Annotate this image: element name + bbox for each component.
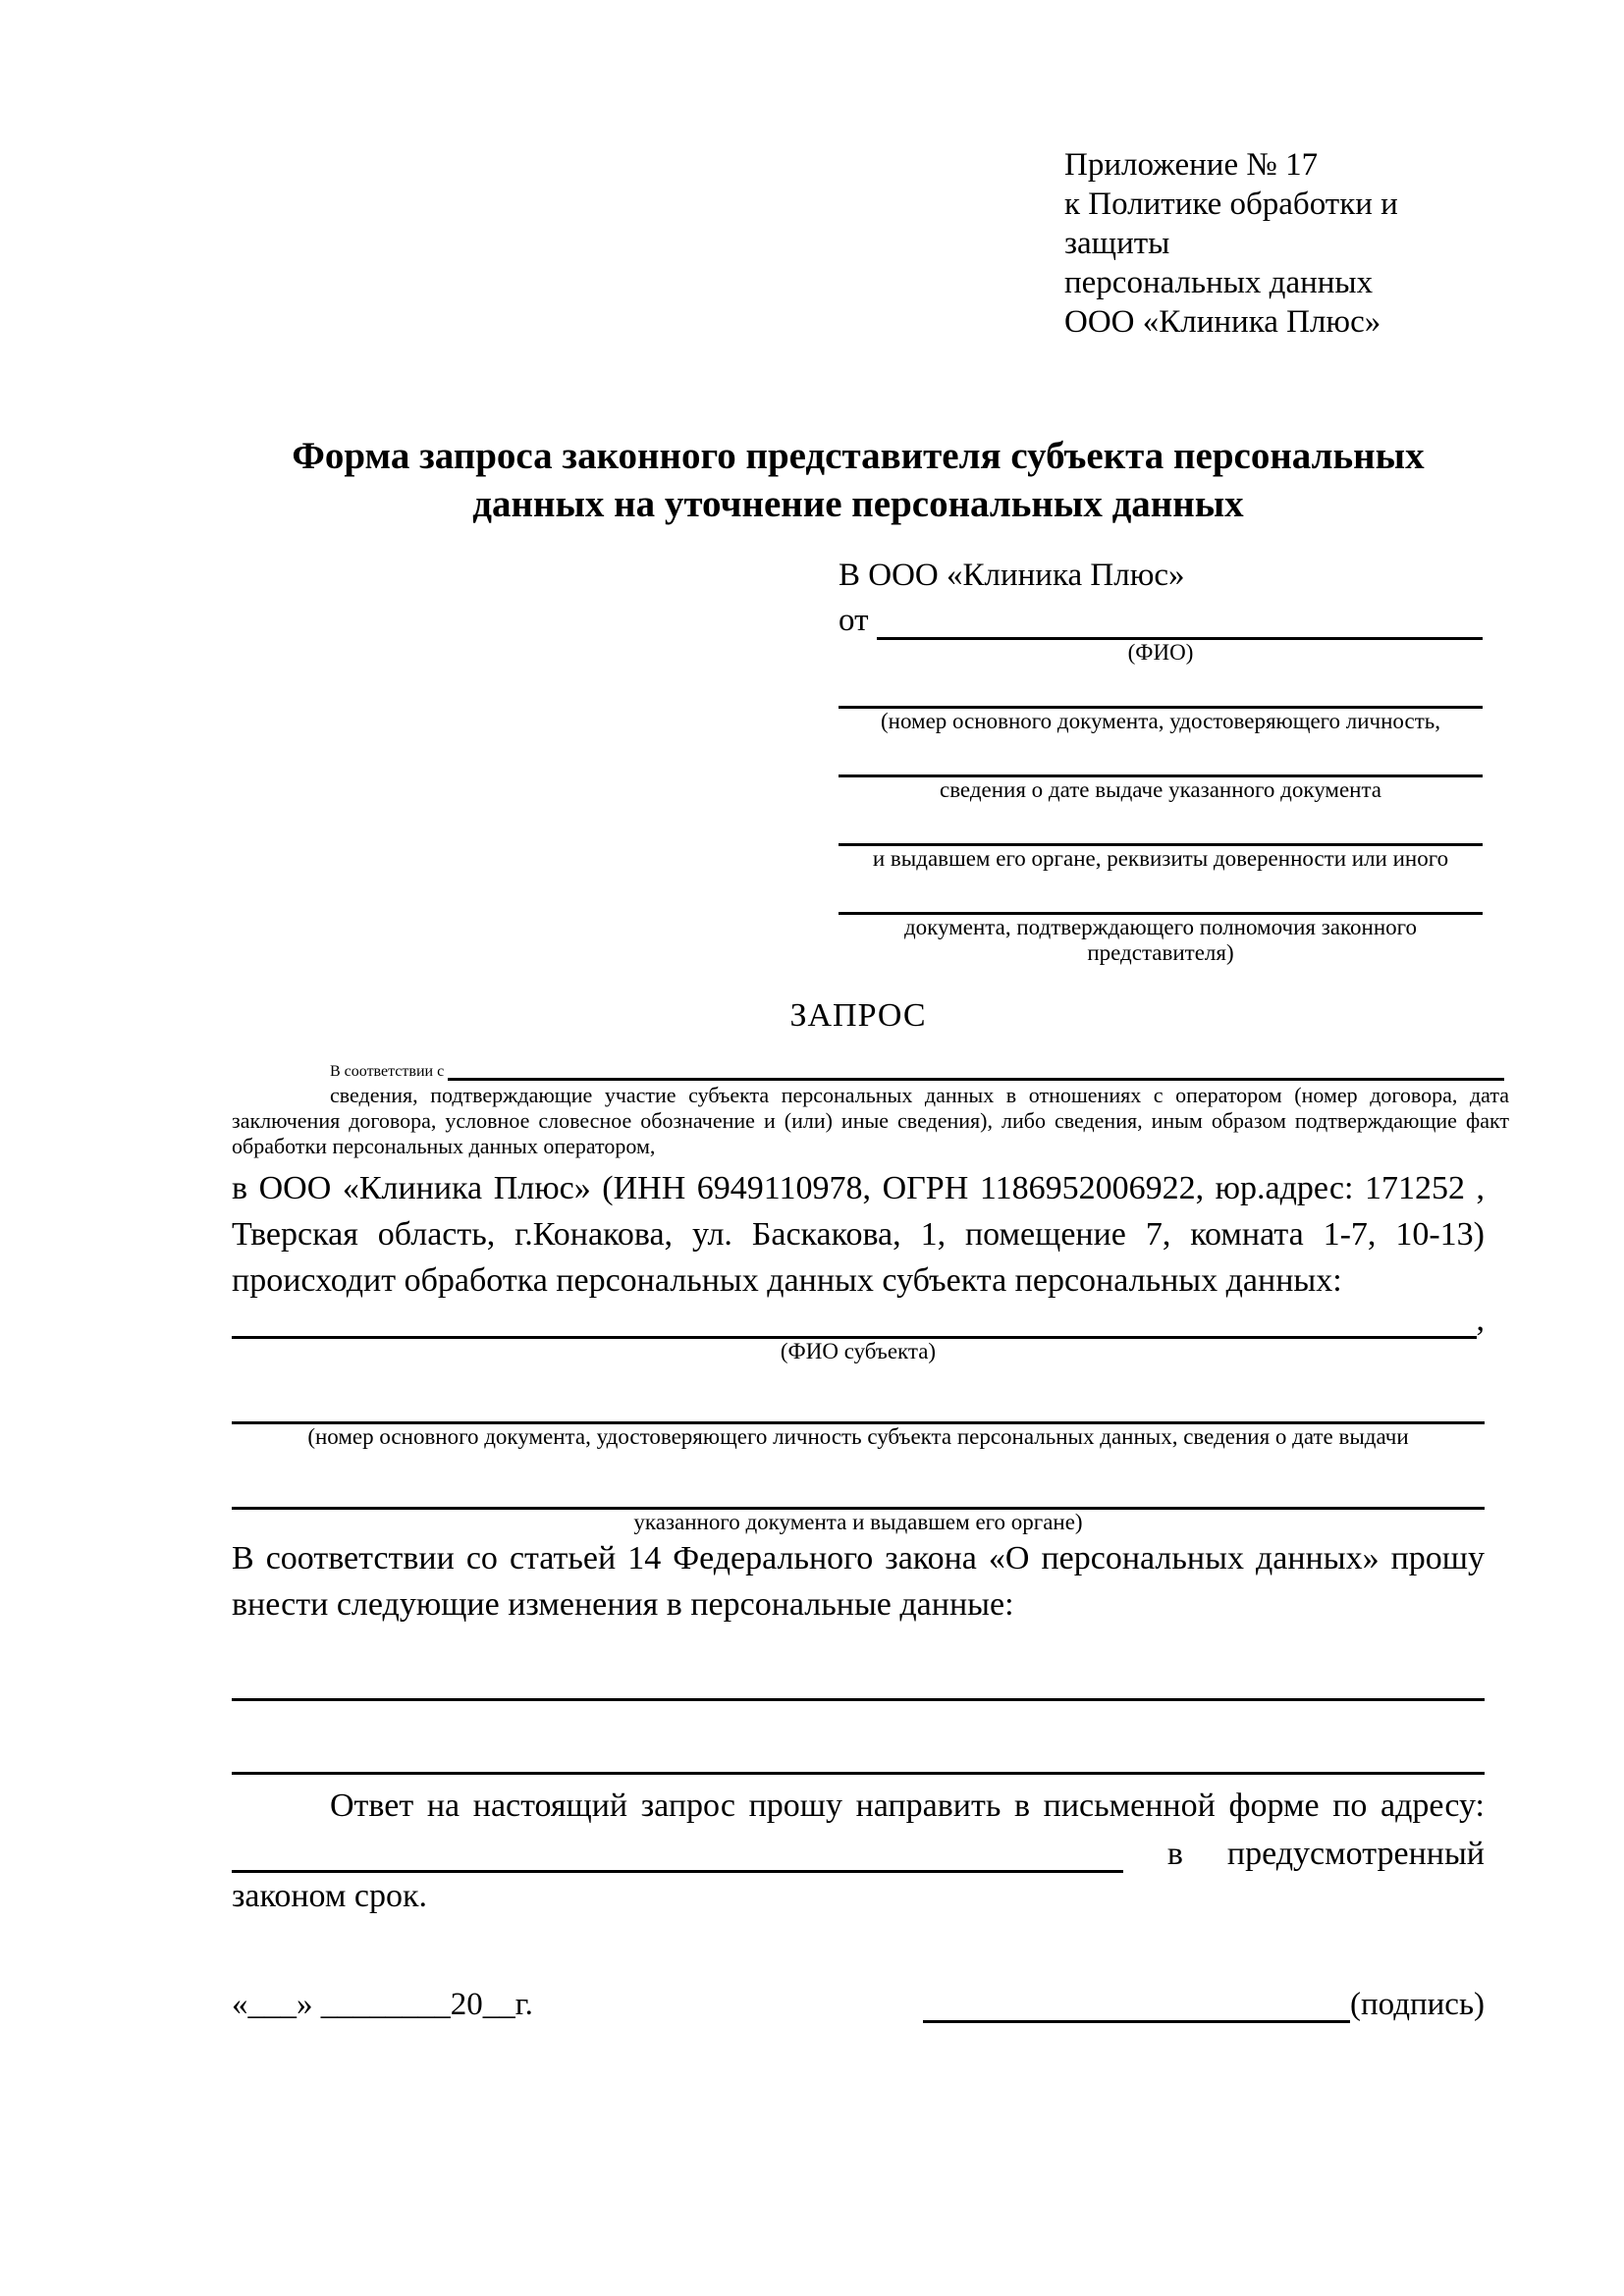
form-title: Форма запроса законного представителя субъекта персональных данных на уточнение персональных данных — [292, 435, 1425, 525]
relation-basis-blank-field — [448, 1034, 1504, 1081]
changes-blank-field-2 — [232, 1721, 1485, 1775]
appendix-line-3: персональных данных — [1064, 265, 1374, 300]
request-heading: ЗАПРОС — [789, 997, 927, 1034]
signature-row — [232, 1980, 1485, 2023]
subject-fio-blank-field — [232, 1301, 1477, 1339]
changes-blank-field-1 — [232, 1647, 1485, 1701]
subject-doc-caption-1: (номер основного документа, удостоверяющего личность субъекта персональных данных, сведения о дате выдачи — [307, 1424, 1409, 1449]
doc-number-caption: (номер основного документа, удостоверяющего личность, — [880, 709, 1440, 733]
addressee-block — [839, 556, 1483, 966]
reply-request-line: Ответ на настоящий запрос прошу направить в письменной форме по адресу: — [330, 1788, 1485, 1824]
trailing-comma: , — [1476, 1302, 1485, 1338]
subject-fio-row — [232, 1304, 1485, 1339]
signature-caption: (подпись) — [1350, 1987, 1485, 2022]
fio-caption: (ФИО) — [1127, 640, 1194, 665]
reply-word-term: предусмотренный — [1226, 1836, 1485, 1872]
appendix-line-4: ООО «Клиника Плюс» — [1064, 304, 1381, 340]
operator-paragraph: в ООО «Клиника Плюс» (ИНН 6949110978, ОГРН 1186952006922, юр.адрес: 171252 , Тверская область, г.Конакова, ул. Баскакова, 1, помещение 7, комната 1-7, 10-13) происходит обработка персональных данных субъекта персональных данных: — [232, 1170, 1485, 1299]
signature-blank-field — [923, 1977, 1350, 2023]
subject-doc-blank-field-2 — [232, 1468, 1485, 1510]
intro-row — [232, 1037, 1504, 1081]
addressee-org: В ООО «Клиника Плюс» — [839, 558, 1185, 593]
from-label: от — [839, 603, 877, 638]
signature-area — [923, 1980, 1485, 2023]
appendix-line-1: Приложение № 17 — [1064, 147, 1319, 183]
reply-word-v: в — [1166, 1836, 1183, 1872]
authority-doc-caption: документа, подтверждающего полномочия законного представителя) — [903, 915, 1417, 965]
representative-fio-blank-field — [877, 592, 1483, 640]
date-blank-text: «___» ________20__г. — [232, 1987, 533, 2022]
subject-fio-caption: (ФИО субъекта) — [780, 1339, 937, 1363]
issuing-authority-caption: и выдавшем его органе, реквизиты доверенности или иного — [872, 846, 1449, 871]
subject-doc-caption-2: указанного документа и выдавшем его органе) — [633, 1510, 1083, 1534]
reply-last-line: законом срок. — [232, 1878, 427, 1914]
doc-number-blank-field — [839, 666, 1483, 709]
appendix-header — [1064, 145, 1485, 342]
reply-address-row — [232, 1829, 1485, 1873]
issuing-authority-blank-field — [839, 803, 1483, 846]
issue-date-blank-field — [839, 734, 1483, 777]
reply-address-blank-field — [232, 1826, 1123, 1873]
appendix-line-2: к Политике обработки и защиты — [1064, 187, 1398, 261]
from-row — [839, 595, 1483, 640]
law-paragraph: В соответствии со статьей 14 Федерального закона «О персональных данных» прошу внести следующие изменения в персональные данные: — [232, 1540, 1485, 1623]
issue-date-caption: сведения о дате выдаче указанного документа — [939, 777, 1382, 802]
authority-doc-blank-field — [839, 872, 1483, 915]
intro-label: В соответствии с — [330, 1063, 449, 1080]
footnote-text: сведения, подтверждающие участие субъекта персональных данных в отношениях с оператором (номер договора, дата заключения договора, условное словесное обозначение и (или) иные сведения), либо сведения, иным образом подтверждающие факт обработки персональных данных оператором, — [232, 1083, 1509, 1158]
subject-doc-blank-field-1 — [232, 1382, 1485, 1424]
